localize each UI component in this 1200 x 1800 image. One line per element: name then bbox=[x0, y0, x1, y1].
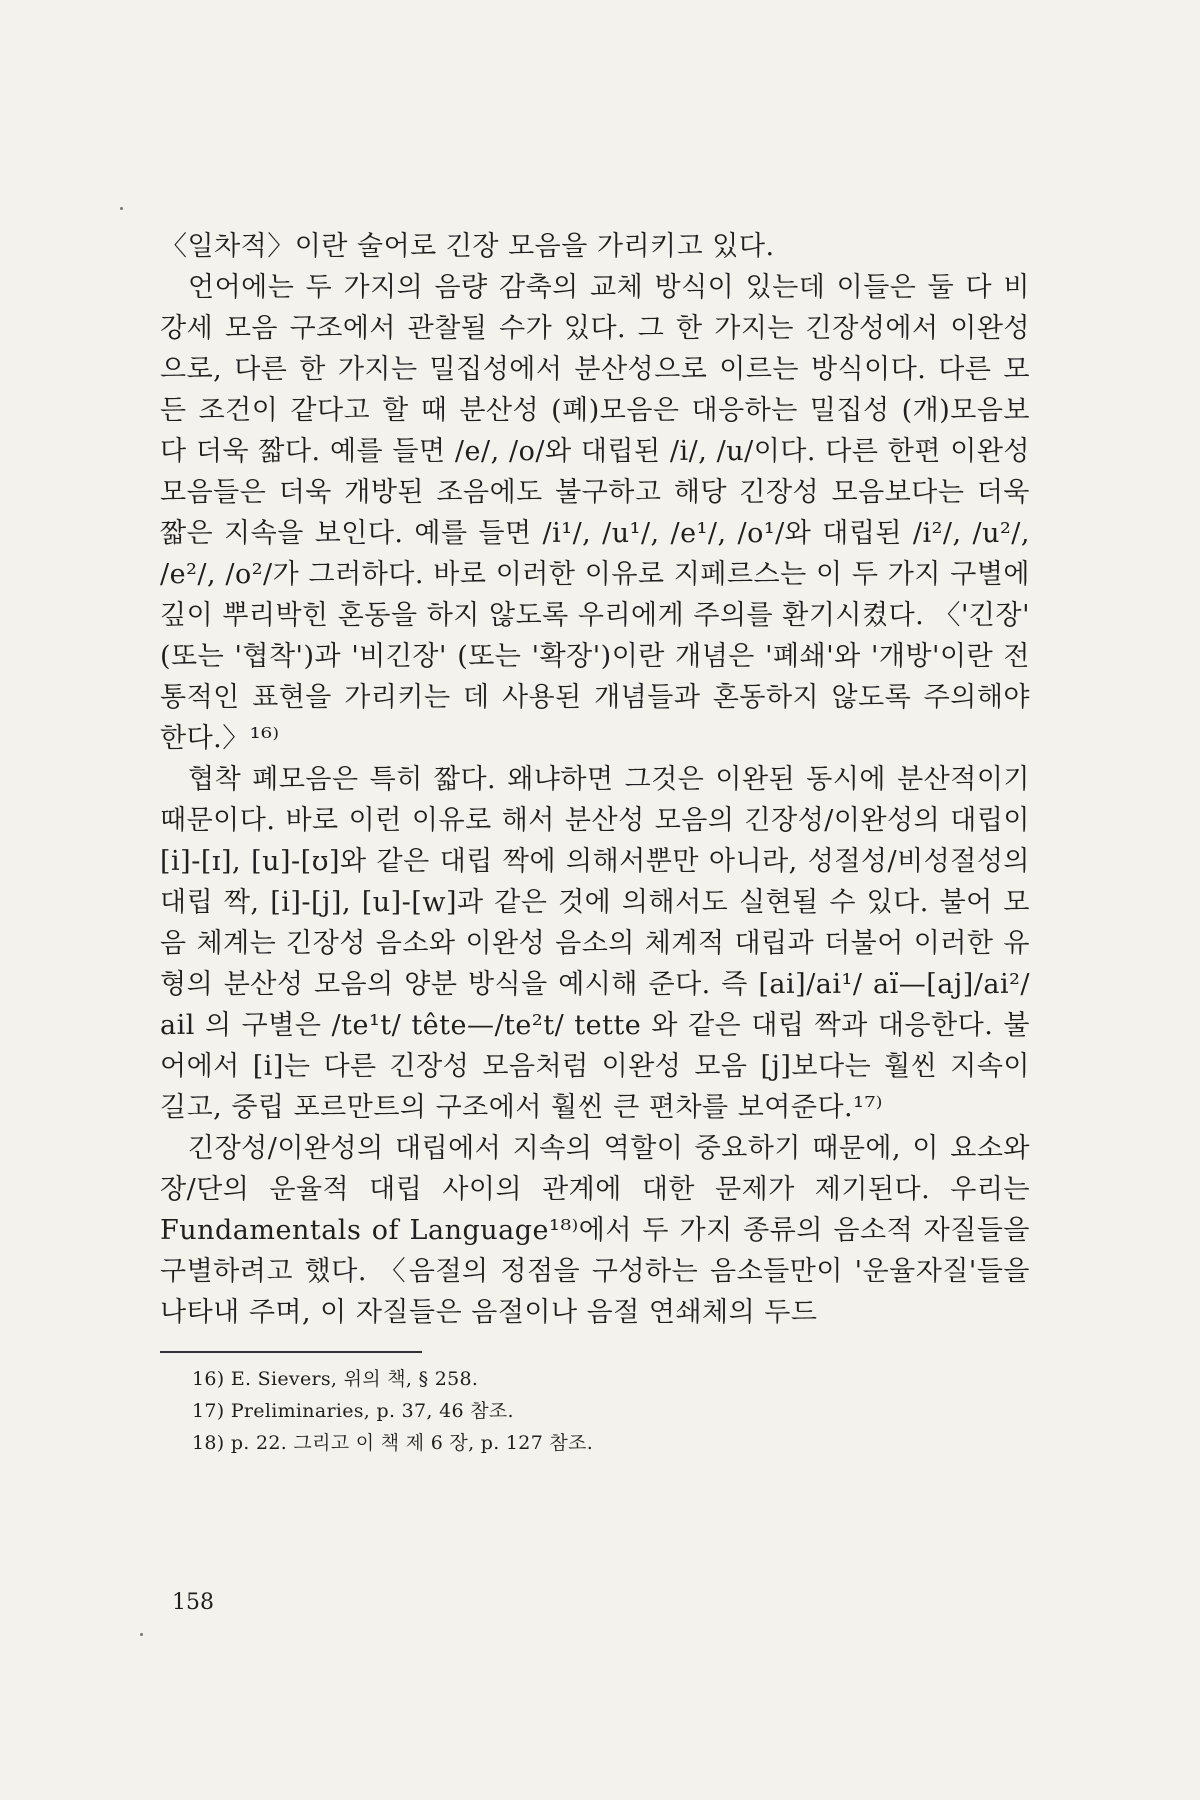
paragraph: 긴장성/이완성의 대립에서 지속의 역할이 중요하기 때문에, 이 요소와 장/단의 운율적 대립 사이의 관계에 대한 문제가 제기된다. 우리는 Fundamentals of Language¹⁸⁾에서 두 가지 종류의 음소적 자질들을 구별하려고 했다. 〈음절의 정점을 구성하는 음소들만이 '운율자질'들을 나타내 주며, 이 자질들은 음절이나 음절 연쇄체의 두드 bbox=[160, 1133, 1030, 1328]
footnote-divider bbox=[160, 1351, 422, 1353]
page-number: 158 bbox=[172, 1590, 214, 1615]
paragraph: 협착 폐모음은 특히 짧다. 왜냐하면 그것은 이완된 동시에 분산적이기 때문이다. 바로 이런 이유로 해서 분산성 모음의 긴장성/이완성의 대립이 [i]-[ɪ], [u]-[ʊ]와 같은 대립 짝에 의해서뿐만 아니라, 성절성/비성절성의 대립 짝, [i]-[j], [u]-[w]과 같은 것에 의해서도 실현될 수 있다. 불어 모음 체계는 긴장성 음소와 이완성 음소의 체계적 대립과 더불어 이러한 유형의 분산성 모음의 양분 방식을 예시해 준다. 즉 [ai]/ai¹/ aï—[aj]/ai²/ ail 의 구별은 /te¹t/ tête—/te²t/ tette 와 같은 대립 짝과 대응한다. 불어에서 [i]는 다른 긴장성 모음처럼 이완성 모음 [j]보다는 훨씬 지속이 길고, 중립 포르만트의 구조에서 훨씬 큰 편차를 보여준다.¹⁷⁾ bbox=[160, 764, 1030, 1123]
page-body bbox=[160, 226, 1030, 1459]
paragraph: 〈일차적〉이란 술어로 긴장 모음을 가리키고 있다. bbox=[160, 231, 775, 262]
scan-speck bbox=[140, 1633, 143, 1636]
footnotes bbox=[160, 1363, 1030, 1459]
scan-speck bbox=[120, 207, 123, 210]
footnote: 17) Preliminaries, p. 37, 46 참조. bbox=[192, 1400, 514, 1422]
footnote: 18) p. 22. 그리고 이 책 제 6 장, p. 127 참조. bbox=[192, 1432, 594, 1454]
paragraph: 언어에는 두 가지의 음량 감축의 교체 방식이 있는데 이들은 둘 다 비강세 모음 구조에서 관찰될 수가 있다. 그 한 가지는 긴장성에서 이완성으로, 다른 한 가지는 밀집성에서 분산성으로 이르는 방식이다. 다른 모든 조건이 같다고 할 때 분산성 (폐)모음은 대응하는 밀집성 (개)모음보다 더욱 짧다. 예를 들면 /e/, /o/와 대립된 /i/, /u/이다. 다른 한편 이완성 모음들은 더욱 개방된 조음에도 불구하고 해당 긴장성 모음보다는 더욱 짧은 지속을 보인다. 예를 들면 /i¹/, /u¹/, /e¹/, /o¹/와 대립된 /i²/, /u²/, /e²/, /o²/가 그러하다. 바로 이러한 이유로 지페르스는 이 두 가지 구별에 깊이 뿌리박힌 혼동을 하지 않도록 우리에게 주의를 환기시켰다. 〈'긴장' (또는 '협착')과 '비긴장' (또는 '확장')이란 개념은 '폐쇄'와 '개방'이란 전통적인 표현을 가리키는 데 사용된 개념들과 혼동하지 않도록 주의해야 한다.〉¹⁶⁾ bbox=[160, 272, 1030, 754]
footnote: 16) E. Sievers, 위의 책, § 258. bbox=[192, 1368, 479, 1390]
